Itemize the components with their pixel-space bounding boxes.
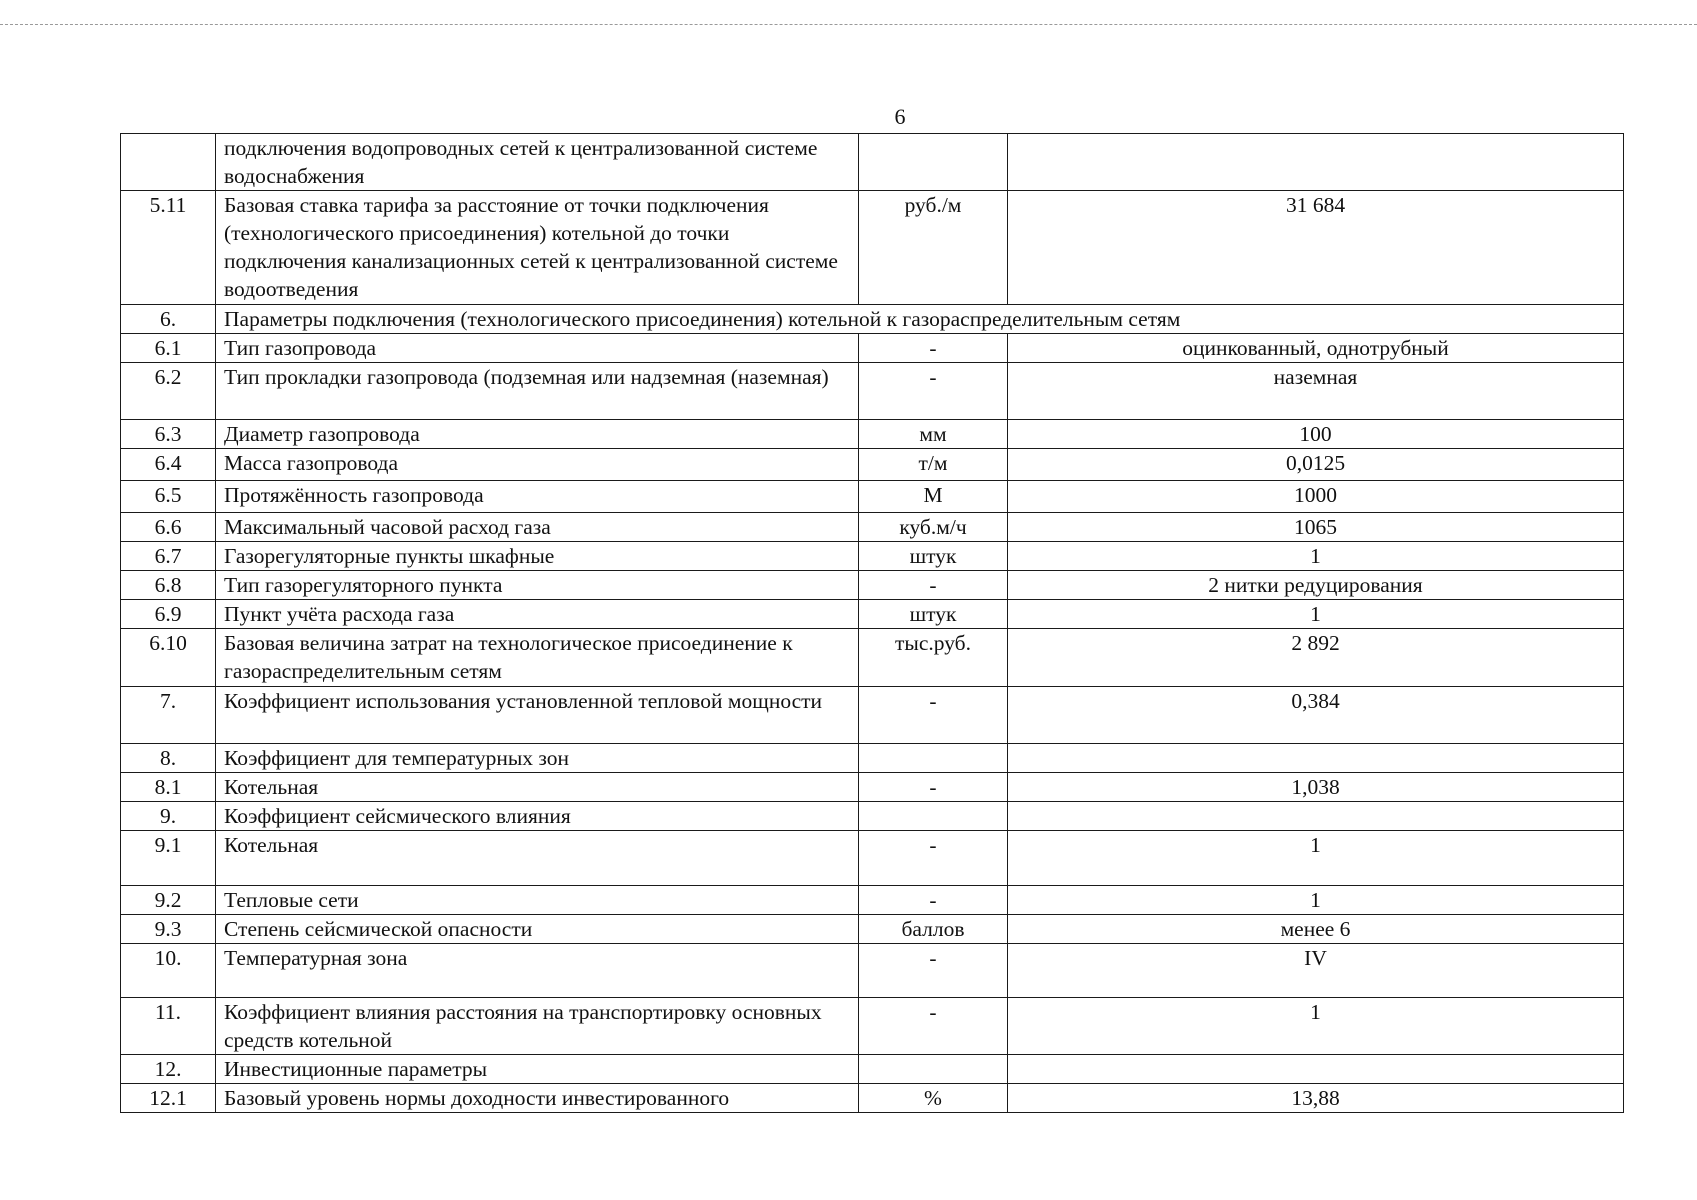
row-parameter: Диаметр газопровода xyxy=(216,420,859,449)
scan-edge-line xyxy=(0,24,1697,25)
row-value: 1,038 xyxy=(1008,773,1624,802)
table-row xyxy=(121,420,1624,449)
row-unit: тыс.руб. xyxy=(859,629,1008,687)
table-row xyxy=(121,687,1624,744)
row-parameter: Пункт учёта расхода газа xyxy=(216,600,859,629)
row-unit: штук xyxy=(859,600,1008,629)
row-value: 1 xyxy=(1008,831,1624,886)
row-number: 11. xyxy=(121,998,216,1055)
row-parameter: Тип газопровода xyxy=(216,334,859,363)
row-parameter: Тип прокладки газопровода (подземная или надземная (наземная) xyxy=(216,363,859,420)
row-number: 6.10 xyxy=(121,629,216,687)
row-number xyxy=(121,134,216,191)
row-value: 1065 xyxy=(1008,513,1624,542)
row-number: 9.2 xyxy=(121,886,216,915)
table-row xyxy=(121,944,1624,998)
table-row xyxy=(121,134,1624,191)
row-number: 6.2 xyxy=(121,363,216,420)
row-unit xyxy=(859,1055,1008,1084)
row-unit xyxy=(859,134,1008,191)
row-number: 9. xyxy=(121,802,216,831)
row-parameter: Коэффициент сейсмического влияния xyxy=(216,802,859,831)
table-row xyxy=(121,513,1624,542)
row-parameter: Масса газопровода xyxy=(216,449,859,481)
row-number: 6.3 xyxy=(121,420,216,449)
row-unit: т/м xyxy=(859,449,1008,481)
row-value: 1 xyxy=(1008,542,1624,571)
row-parameter: Коэффициент использования установленной тепловой мощности xyxy=(216,687,859,744)
row-unit: штук xyxy=(859,542,1008,571)
row-number: 9.1 xyxy=(121,831,216,886)
table-row xyxy=(121,334,1624,363)
table-row xyxy=(121,886,1624,915)
row-parameter: Котельная xyxy=(216,831,859,886)
row-parameter: Коэффициент влияния расстояния на транспортировку основных средств котельной xyxy=(216,998,859,1055)
page-number: 6 xyxy=(894,104,906,129)
row-unit: куб.м/ч xyxy=(859,513,1008,542)
row-number: 12.1 xyxy=(121,1084,216,1113)
row-parameter: Тип газорегуляторного пункта xyxy=(216,571,859,600)
row-parameter: Тепловые сети xyxy=(216,886,859,915)
table-row xyxy=(121,191,1624,305)
table-row xyxy=(121,744,1624,773)
row-value: 1 xyxy=(1008,998,1624,1055)
row-unit: баллов xyxy=(859,915,1008,944)
table-row xyxy=(121,363,1624,420)
row-unit: мм xyxy=(859,420,1008,449)
table-row xyxy=(121,571,1624,600)
row-value: наземная xyxy=(1008,363,1624,420)
row-unit: М xyxy=(859,481,1008,513)
table-row xyxy=(121,600,1624,629)
row-parameter: Базовая ставка тарифа за расстояние от точки подключения (технологического присоединения) котельной до точки подключения канализационных сетей к централизованной системе водоотведения xyxy=(216,191,859,305)
row-parameter: Параметры подключения (технологического присоединения) котельной к газораспределительным сетям xyxy=(216,305,1624,334)
row-parameter: Газорегуляторные пункты шкафные xyxy=(216,542,859,571)
table-row xyxy=(121,449,1624,481)
row-unit: - xyxy=(859,571,1008,600)
row-parameter: Температурная зона xyxy=(216,944,859,998)
row-value: 31 684 xyxy=(1008,191,1624,305)
table-row xyxy=(121,1084,1624,1113)
row-value: 2 нитки редуцирования xyxy=(1008,571,1624,600)
row-number: 6. xyxy=(121,305,216,334)
row-value xyxy=(1008,1055,1624,1084)
row-number: 5.11 xyxy=(121,191,216,305)
row-parameter: Степень сейсмической опасности xyxy=(216,915,859,944)
row-unit: - xyxy=(859,363,1008,420)
row-parameter: Коэффициент для температурных зон xyxy=(216,744,859,773)
row-unit: - xyxy=(859,687,1008,744)
table-row xyxy=(121,481,1624,513)
row-parameter: Инвестиционные параметры xyxy=(216,1055,859,1084)
row-number: 6.7 xyxy=(121,542,216,571)
row-unit: - xyxy=(859,886,1008,915)
row-unit: руб./м xyxy=(859,191,1008,305)
row-unit xyxy=(859,744,1008,773)
row-number: 8. xyxy=(121,744,216,773)
table-row xyxy=(121,998,1624,1055)
row-unit: % xyxy=(859,1084,1008,1113)
table-row xyxy=(121,915,1624,944)
row-number: 6.9 xyxy=(121,600,216,629)
row-value: 0,0125 xyxy=(1008,449,1624,481)
row-parameter: Базовый уровень нормы доходности инвестированного xyxy=(216,1084,859,1113)
row-value: 0,384 xyxy=(1008,687,1624,744)
row-value: 1 xyxy=(1008,886,1624,915)
row-unit xyxy=(859,802,1008,831)
row-value: оцинкованный, однотрубный xyxy=(1008,334,1624,363)
row-parameter: Максимальный часовой расход газа xyxy=(216,513,859,542)
row-number: 12. xyxy=(121,1055,216,1084)
row-unit: - xyxy=(859,944,1008,998)
row-value xyxy=(1008,744,1624,773)
row-number: 6.8 xyxy=(121,571,216,600)
row-parameter: Котельная xyxy=(216,773,859,802)
row-number: 6.5 xyxy=(121,481,216,513)
row-number: 6.4 xyxy=(121,449,216,481)
row-number: 6.6 xyxy=(121,513,216,542)
row-number: 6.1 xyxy=(121,334,216,363)
table-row xyxy=(121,542,1624,571)
row-value: 1 xyxy=(1008,600,1624,629)
row-unit: - xyxy=(859,334,1008,363)
row-value: IV xyxy=(1008,944,1624,998)
table-row xyxy=(121,831,1624,886)
row-unit: - xyxy=(859,773,1008,802)
row-parameter: Протяжённость газопровода xyxy=(216,481,859,513)
row-value xyxy=(1008,802,1624,831)
row-unit: - xyxy=(859,998,1008,1055)
row-number: 8.1 xyxy=(121,773,216,802)
row-number: 7. xyxy=(121,687,216,744)
row-value: 100 xyxy=(1008,420,1624,449)
row-value: менее 6 xyxy=(1008,915,1624,944)
row-value: 13,88 xyxy=(1008,1084,1624,1113)
table-row xyxy=(121,1055,1624,1084)
row-value: 2 892 xyxy=(1008,629,1624,687)
table-row xyxy=(121,773,1624,802)
row-value xyxy=(1008,134,1624,191)
table-row-section xyxy=(121,305,1624,334)
table-row xyxy=(121,629,1624,687)
row-parameter: Базовая величина затрат на технологическое присоединение к газораспределительным сетям xyxy=(216,629,859,687)
row-value: 1000 xyxy=(1008,481,1624,513)
row-number: 10. xyxy=(121,944,216,998)
table-row xyxy=(121,802,1624,831)
row-parameter: подключения водопроводных сетей к централизованной системе водоснабжения xyxy=(216,134,859,191)
row-number: 9.3 xyxy=(121,915,216,944)
parameters-table xyxy=(120,133,1624,1113)
row-unit: - xyxy=(859,831,1008,886)
